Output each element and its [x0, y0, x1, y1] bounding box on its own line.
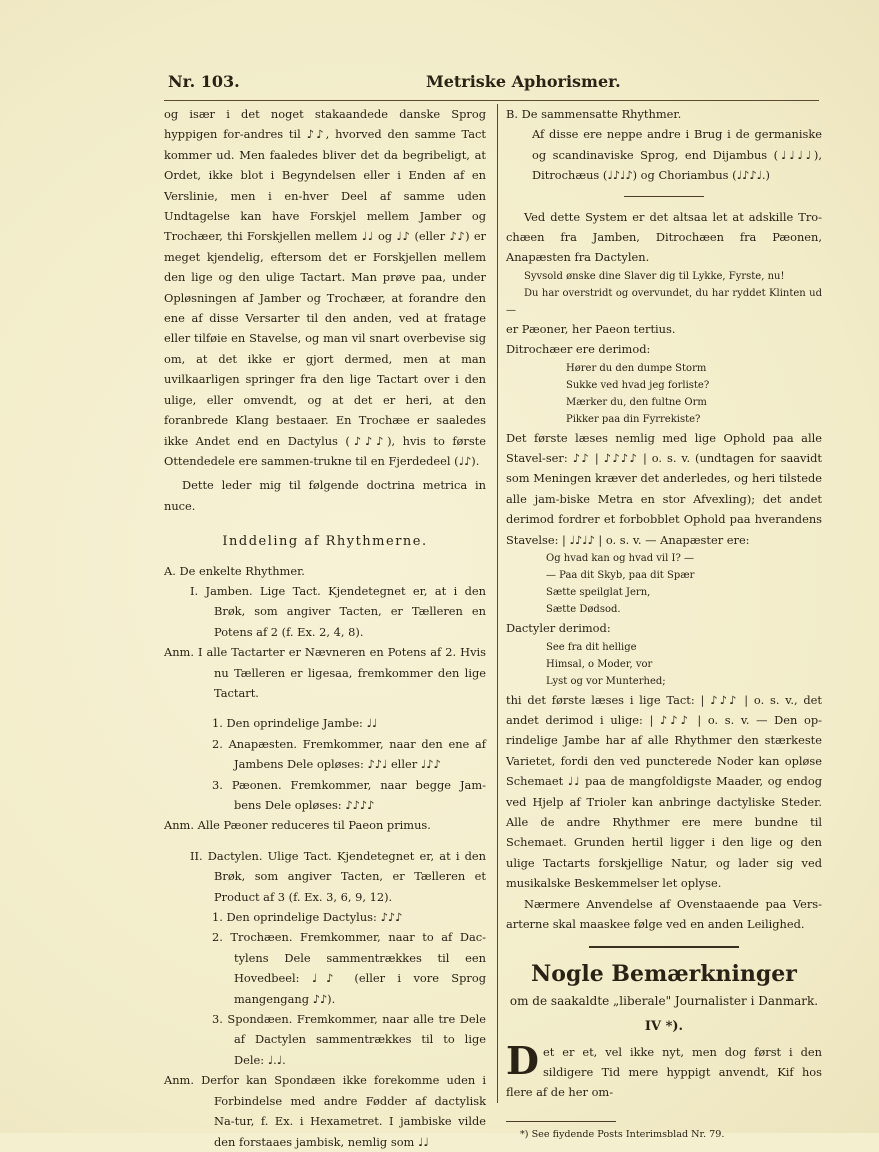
heading-b: B. De sammensatte Rhythmer. — [506, 107, 682, 121]
paragraph: Dette leder mig til følgende doctrina metrica in nuce. — [164, 478, 486, 513]
verse-line: Sætte speilglat Jern, — [546, 587, 651, 599]
footnote: *) See fiydende Posts Interimsblad Nr. 79. — [520, 1128, 725, 1140]
verse-line: Mærker du, den fultne Orm — [566, 396, 707, 408]
issue-number: Nr. 103. — [168, 72, 240, 91]
verse-line: Lyst og vor Munterhed; — [546, 675, 666, 687]
left-column — [164, 104, 486, 1152]
list-item: 1. Den oprindelige Dactylus: ♪♪♪ — [212, 910, 403, 925]
verse-line: — Paa dit Skyb, paa dit Spær — [546, 570, 695, 582]
drop-cap: D — [506, 1037, 539, 1083]
verse-line: Sukke ved hvad jeg forliste? — [566, 379, 710, 391]
right-column — [506, 104, 822, 1142]
header-title: Metriske Aphorismer. — [426, 72, 621, 91]
list-item: 1. Den oprindelige Jambe: ♩♩ — [212, 716, 378, 731]
heading-i: I. Jamben. Lige Tact. Kjendetegnet er, at i den Brøk, som angiver Tacten, er Tælleren en Potens af 2 (f. Ex. 2, 4, 8). — [190, 583, 486, 639]
article-divider — [589, 946, 739, 948]
verse-line: Og hvad kan og hvad vil I? — — [546, 553, 694, 565]
paragraph: Ditrochæer ere derimod: — [506, 342, 651, 357]
note-paragraph: Anm. Derfor kan Spondæen ikke forekomme uden i Forbindelse med andre Fødder af dactylisk Na-tur, f. Ex. i Hexametret. I jambiske vilde den forstaaes jambisk, nemlig som ♩♩ — [164, 1073, 486, 1149]
article-title: Nogle Bemærkninger — [531, 961, 797, 988]
note-paragraph: Anm. I alle Tactarter er Nævneren en Potens af 2. Hvis nu Tælleren er ligesaa, fremkommer den lige Tactart. — [164, 645, 486, 700]
verse-line: Himsal, o Moder, vor — [546, 658, 653, 670]
footnote-rule — [506, 1121, 616, 1122]
paragraph: Det første læses nemlig med lige Ophold paa alle Stavel-ser: ♪♪ | ♪♪♪♪ | o. s. v. (undtagen for saavidt som Meningen kræver det anderledes, og heri tilstede alle jam-biske Metra en stor Afvexling); det andet derimod fordrer et forbobblet Ophold paa hverandens Stavelse: | ♩♪♩♪ | o. s. v. — Anapæster ere: — [506, 430, 822, 547]
paragraph: og især i det noget stakaandede danske Sprog hyppigen for-andres til ♪♪, hvorved den samme Tact kommer ud. Men faaledes bliver det da begribeligt, at Ordet, ikke blot i Begyndelsen eller i Enden af en Verslinie, men i en-hver Deel af samme uden Undtagelse kan have Forskjel mellem Jamber og Trochæer, thi Forskjellen mellem ♩♩ og ♩♪ (eller ♪♪) er meget kjendelig, eftersom det er Forskjellen mellem den lige og den ulige Tactart. Man prøve paa, under Opløsningen af Jamber og Trochæer, at forandre den ene af disse Versarter til den anden, ved at fratage eller tilføie en Stavelse, og man vil snart overbevise sig om, at det ikke er gjort dermed, men at man uvilkaarligen springer fra den lige Tactart over i den ulige, eller omvendt, og at det er heri, at den foranbrede Klang bestaaer. En Trochæe er saaledes ikke Andet end en Dactylus (♪♪♪), hvis to første Ottendedele ere sammen-trukne til en Fjerdedeel (♩♪). — [164, 107, 486, 468]
paragraph: Af disse ere neppe andre i Brug i de germaniske og scandinaviske Sprog, end Dijambus (♩♩♩♩), Ditrochæus (♩♪♩♪) og Choriambus (♩♪♪♩.) — [532, 127, 822, 183]
article-part-number: IV *). — [644, 1019, 684, 1035]
paragraph: er Pæoner, her Paeon tertius. — [506, 321, 676, 336]
verse-line: Du har overstridt og overvundet, du har ryddet Klinten ud — — [506, 287, 822, 316]
verse-line: Hører du den dumpe Storm — [566, 362, 707, 374]
list-item: 2. Trochæen. Fremkommer, naar to af Dac-tylens Dele sammentrækkes til een Hovedbeel: ♩♪ (eller i vore Sprog mangengang ♪♪). — [212, 930, 486, 1006]
verse-line: Pikker paa din Fyrrekiste? — [566, 413, 701, 425]
heading-a: A. De enkelte Rhythmer. — [164, 563, 305, 578]
article-subtitle: om de saakaldte „liberale" Journalister i Danmark. — [509, 993, 819, 1008]
paragraph: Dactyler derimod: — [506, 621, 611, 636]
list-item: 3. Pæonen. Fremkommer, naar begge Jam-bens Dele opløses: ♪♪♪♪ — [212, 777, 486, 812]
section-title: Inddeling af Rhythmerne. — [222, 534, 428, 550]
article-text: et er et, vel ikke nyt, men dog først i den sildigere Tid mere hyppigt anvendt, Kif hos flere af de her om- — [506, 1044, 822, 1100]
list-item: 3. Spondæen. Fremkommer, naar alle tre Dele af Dactylen sammentrækkes til to lige Dele: ♩.♩. — [212, 1012, 486, 1067]
verse-line: See fra dit hellige — [546, 641, 637, 653]
divider — [624, 196, 704, 197]
verse-line: Syvsold ønske dine Slaver dig til Lykke, Fyrste, nu! — [524, 270, 785, 282]
column-divider — [497, 104, 498, 1103]
note-paragraph: Anm. Alle Pæoner reduceres til Paeon primus. — [164, 818, 431, 833]
paragraph: Ved dette System er det altsaa let at adskille Tro-chæen fra Jamben, Ditrochæen fra Pæonen, Anapæsten fra Dactylen. — [506, 209, 822, 265]
page-header — [168, 72, 808, 98]
verse-line: Sætte Dødsod. — [546, 604, 621, 616]
paragraph: Nærmere Anvendelse af Ovenstaaende paa Vers-arterne skal maaskee følge ved en anden Leilighed. — [506, 896, 822, 931]
header-rule — [164, 100, 819, 101]
spacer — [164, 703, 486, 713]
spacer — [164, 836, 486, 846]
paragraph: thi det første læses i lige Tact: | ♪♪♪ | o. s. v., det andet derimod i ulige: | ♪♪♪ | o. s. v. — Den op-rindelige Jambe har af alle Rhythmer den stærkeste Varietet, fordi den ved puncterede Noder kan opløse Schemaet ♩♩ paa de mangfoldigste Maader, og endog ved Hjelp af Trioler kan anbringe dactyliske Steder. Alle de andre Rhythmer ere mere bundne til Schemaet. Grunden hertil ligger i den lige og den ulige Tactarts forskjellige Natur, og lader sig ved musikalske Beskemmelser let oplyse. — [506, 692, 822, 891]
article-paragraph — [506, 1037, 822, 1103]
heading-ii: II. Dactylen. Ulige Tact. Kjendetegnet er, at i den Brøk, som angiver Tacten, er Tælleren et Product af 3 (f. Ex. 3, 6, 9, 12). — [190, 848, 486, 904]
list-item: 2. Anapæsten. Fremkommer, naar den ene af Jambens Dele opløses: ♪♪♩ eller ♩♪♪ — [212, 736, 486, 772]
